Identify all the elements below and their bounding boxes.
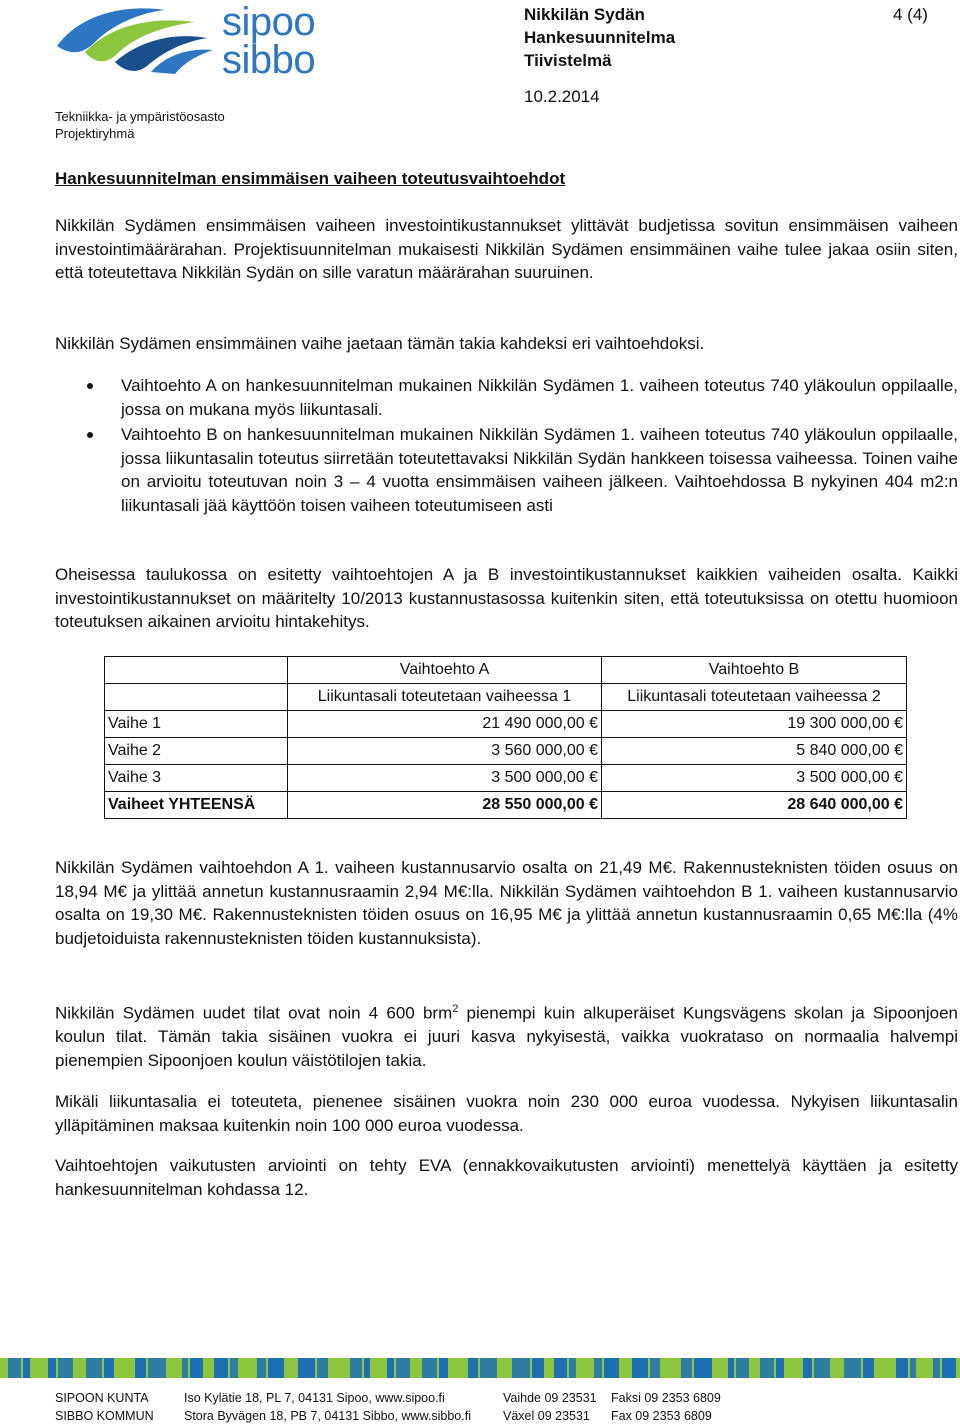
- facilities-text-end: pienempi kuin alkuperäiset Kungsvägens skolan ja Sipoonjoen koulun tilat. Tämän takia sisäinen vuokra ei juuri kasva nykyisestä, vaikka vuokrataso on normaalia halvempi pienempien Sipoonjoen koulun väistötilojen takia.: [55, 1003, 959, 1070]
- footer-org-fi: SIPOON KUNTA: [55, 1391, 149, 1405]
- paragraph-table-intro: Oheisessa taulukossa on esitetty vaihtoehtojen A ja B investointikustannukset kaikkien vaiheiden osalta. Kaikki investointikustannukset on määritelty 10/2013 kustannustasossa kuitenkin siten, että toteutuksissa on otettu huomioon toteutuksen aikainen arvioitu hintakehitys.: [55, 565, 958, 631]
- table-subheader-b: Liikuntasali toteutetaan vaiheessa 2: [602, 684, 907, 711]
- footer-pattern-icon: [0, 1358, 960, 1378]
- value-b: 19 300 000,00 €: [602, 711, 907, 738]
- table-header-a: Vaihtoehto A: [288, 657, 602, 684]
- paragraph-split: Nikkilän Sydämen ensimmäinen vaihe jaetaan tämän takia kahdeksi eri vaihtoehdoksi.: [55, 334, 705, 353]
- doc-title-2: Hankesuunnitelma: [524, 28, 676, 47]
- department-name: Tekniikka- ja ympäristöosasto: [55, 109, 225, 124]
- row-label: Vaihe 2: [105, 738, 288, 765]
- footer-fax-fi: Faksi 09 2353 6809: [611, 1391, 721, 1405]
- paragraph-intro: Nikkilän Sydämen ensimmäisen vaiheen investointikustannukset ylittävät budjetissa sovitun ensimmäisen vaiheen investointimäärärahan. Projektisuunnitelman mukaisesti Nikkilän Sydämen ensimmäinen vaihe tulee jakaa osiin siten, että toteutettava Nikkilän Sydän on sille varatun määrärahan suuruinen.: [55, 216, 958, 282]
- table-header-b: Vaihtoehto B: [602, 657, 907, 684]
- logo-text-sipoo: sipoo: [222, 0, 316, 44]
- document-date: 10.2.2014: [524, 87, 600, 106]
- footer-phone-fi: Vaihde 09 23531: [503, 1391, 597, 1405]
- paragraph-cost-estimate: Nikkilän Sydämen vaihtoehdon A 1. vaiheen kustannusarvio osalta on 21,49 M€. Rakennusteknisten töiden osuus on 18,94 M€ ja ylittää annetun kustannusraamin 2,94 M€:lla. Nikkilän Sydämen vaihtoehdon B 1. vaiheen kustannusarvio osalta on 19,30 M€. Rakennusteknisten töiden osuus on 16,95 M€ ja ylittää annetun kustannusraamin 0,65 M€:lla (4% budjetoiduista rakennusteknisten töiden kustannuksista).: [55, 858, 958, 948]
- cost-table: [104, 656, 907, 819]
- list-item: [55, 374, 958, 421]
- value-a: 21 490 000,00 €: [288, 711, 602, 738]
- group-name: Projektiryhmä: [55, 126, 135, 141]
- table-cell: [105, 684, 288, 711]
- table-row: [105, 738, 907, 765]
- list-item: [55, 423, 958, 517]
- table-header-row: [105, 657, 907, 684]
- row-label: Vaiheet YHTEENSÄ: [105, 792, 288, 819]
- value-a: 28 550 000,00 €: [288, 792, 602, 819]
- bullet-icon: [87, 383, 93, 389]
- table-cell: [105, 657, 288, 684]
- paragraph-rent: Mikäli liikuntasalia ei toteuteta, pienenee sisäinen vuokra noin 230 000 euroa vuodessa. Nykyisen liikuntasalin ylläpitäminen maksaa kuitenkin noin 100 000 euroa vuodessa.: [55, 1092, 958, 1135]
- doc-title-3: Tiivistelmä: [524, 51, 612, 70]
- page-number: 4 (4): [893, 5, 928, 24]
- value-b: 3 500 000,00 €: [602, 765, 907, 792]
- paragraph-facilities: [55, 998, 958, 1072]
- footer-phone-sv: Växel 09 23531: [503, 1409, 590, 1423]
- table-total-row: [105, 792, 907, 819]
- value-a: 3 500 000,00 €: [288, 765, 602, 792]
- row-label: Vaihe 3: [105, 765, 288, 792]
- table-subheader-a: Liikuntasali toteutetaan vaiheessa 1: [288, 684, 602, 711]
- footer-org-sv: SIBBO KOMMUN: [55, 1409, 154, 1423]
- table-row: [105, 765, 907, 792]
- option-b-text: Vaihtoehto B on hankesuunnitelman mukainen Nikkilän Sydämen 1. vaiheen toteutus 740 yläkoulun oppilaalle, jossa liikuntasalin toteutus siirretään toteutettavaksi Nikkilän Sydän hankkeen toisessa vaiheessa. Toinen vaihe on arvioitu toteutuvan noin 3 – 4 vuotta ensimmäisen vaiheen jälkeen. Vaihtoehdossa B nykyinen 404 m2:n liikuntasali jää käyttöön toisen vaiheen toteutumiseen asti: [121, 425, 958, 515]
- footer-address-fi: Iso Kylätie 18, PL 7, 04131 Sipoo, www.sipoo.fi: [184, 1391, 445, 1405]
- table-row: [105, 711, 907, 738]
- value-a: 3 560 000,00 €: [288, 738, 602, 765]
- logo-wave-icon: [55, 2, 215, 76]
- footer-address-sv: Stora Byvägen 18, PB 7, 04131 Sibbo, www.sibbo.fi: [184, 1409, 471, 1423]
- value-b: 28 640 000,00 €: [602, 792, 907, 819]
- doc-title-1: Nikkilän Sydän: [524, 5, 645, 24]
- section-title: Hankesuunnitelman ensimmäisen vaiheen toteutusvaihtoehdot: [55, 169, 566, 188]
- value-b: 5 840 000,00 €: [602, 738, 907, 765]
- paragraph-evaluation: Vaihtoehtojen vaikutusten arviointi on tehty EVA (ennakkovaikutusten arviointi) menettelyä käyttäen ja esitetty hankesuunnitelman kohdassa 12.: [55, 1156, 958, 1199]
- footer-fax-sv: Fax 09 2353 6809: [611, 1409, 712, 1423]
- sipoo-logo: [55, 2, 335, 80]
- row-label: Vaihe 1: [105, 711, 288, 738]
- superscript: 2: [452, 1003, 459, 1015]
- table-subheader-row: [105, 684, 907, 711]
- bullet-icon: [87, 432, 93, 438]
- footer-decoration-bar: [0, 1358, 960, 1378]
- facilities-text-start: Nikkilän Sydämen uudet tilat ovat noin 4 600 brm: [55, 1003, 453, 1023]
- logo-text-sibbo: sibbo: [222, 38, 316, 82]
- options-list: [55, 374, 958, 517]
- option-a-text: Vaihtoehto A on hankesuunnitelman mukainen Nikkilän Sydämen 1. vaiheen toteutus 740 yläkoulun oppilaalle, jossa on mukana myös liikuntasali.: [121, 376, 958, 419]
